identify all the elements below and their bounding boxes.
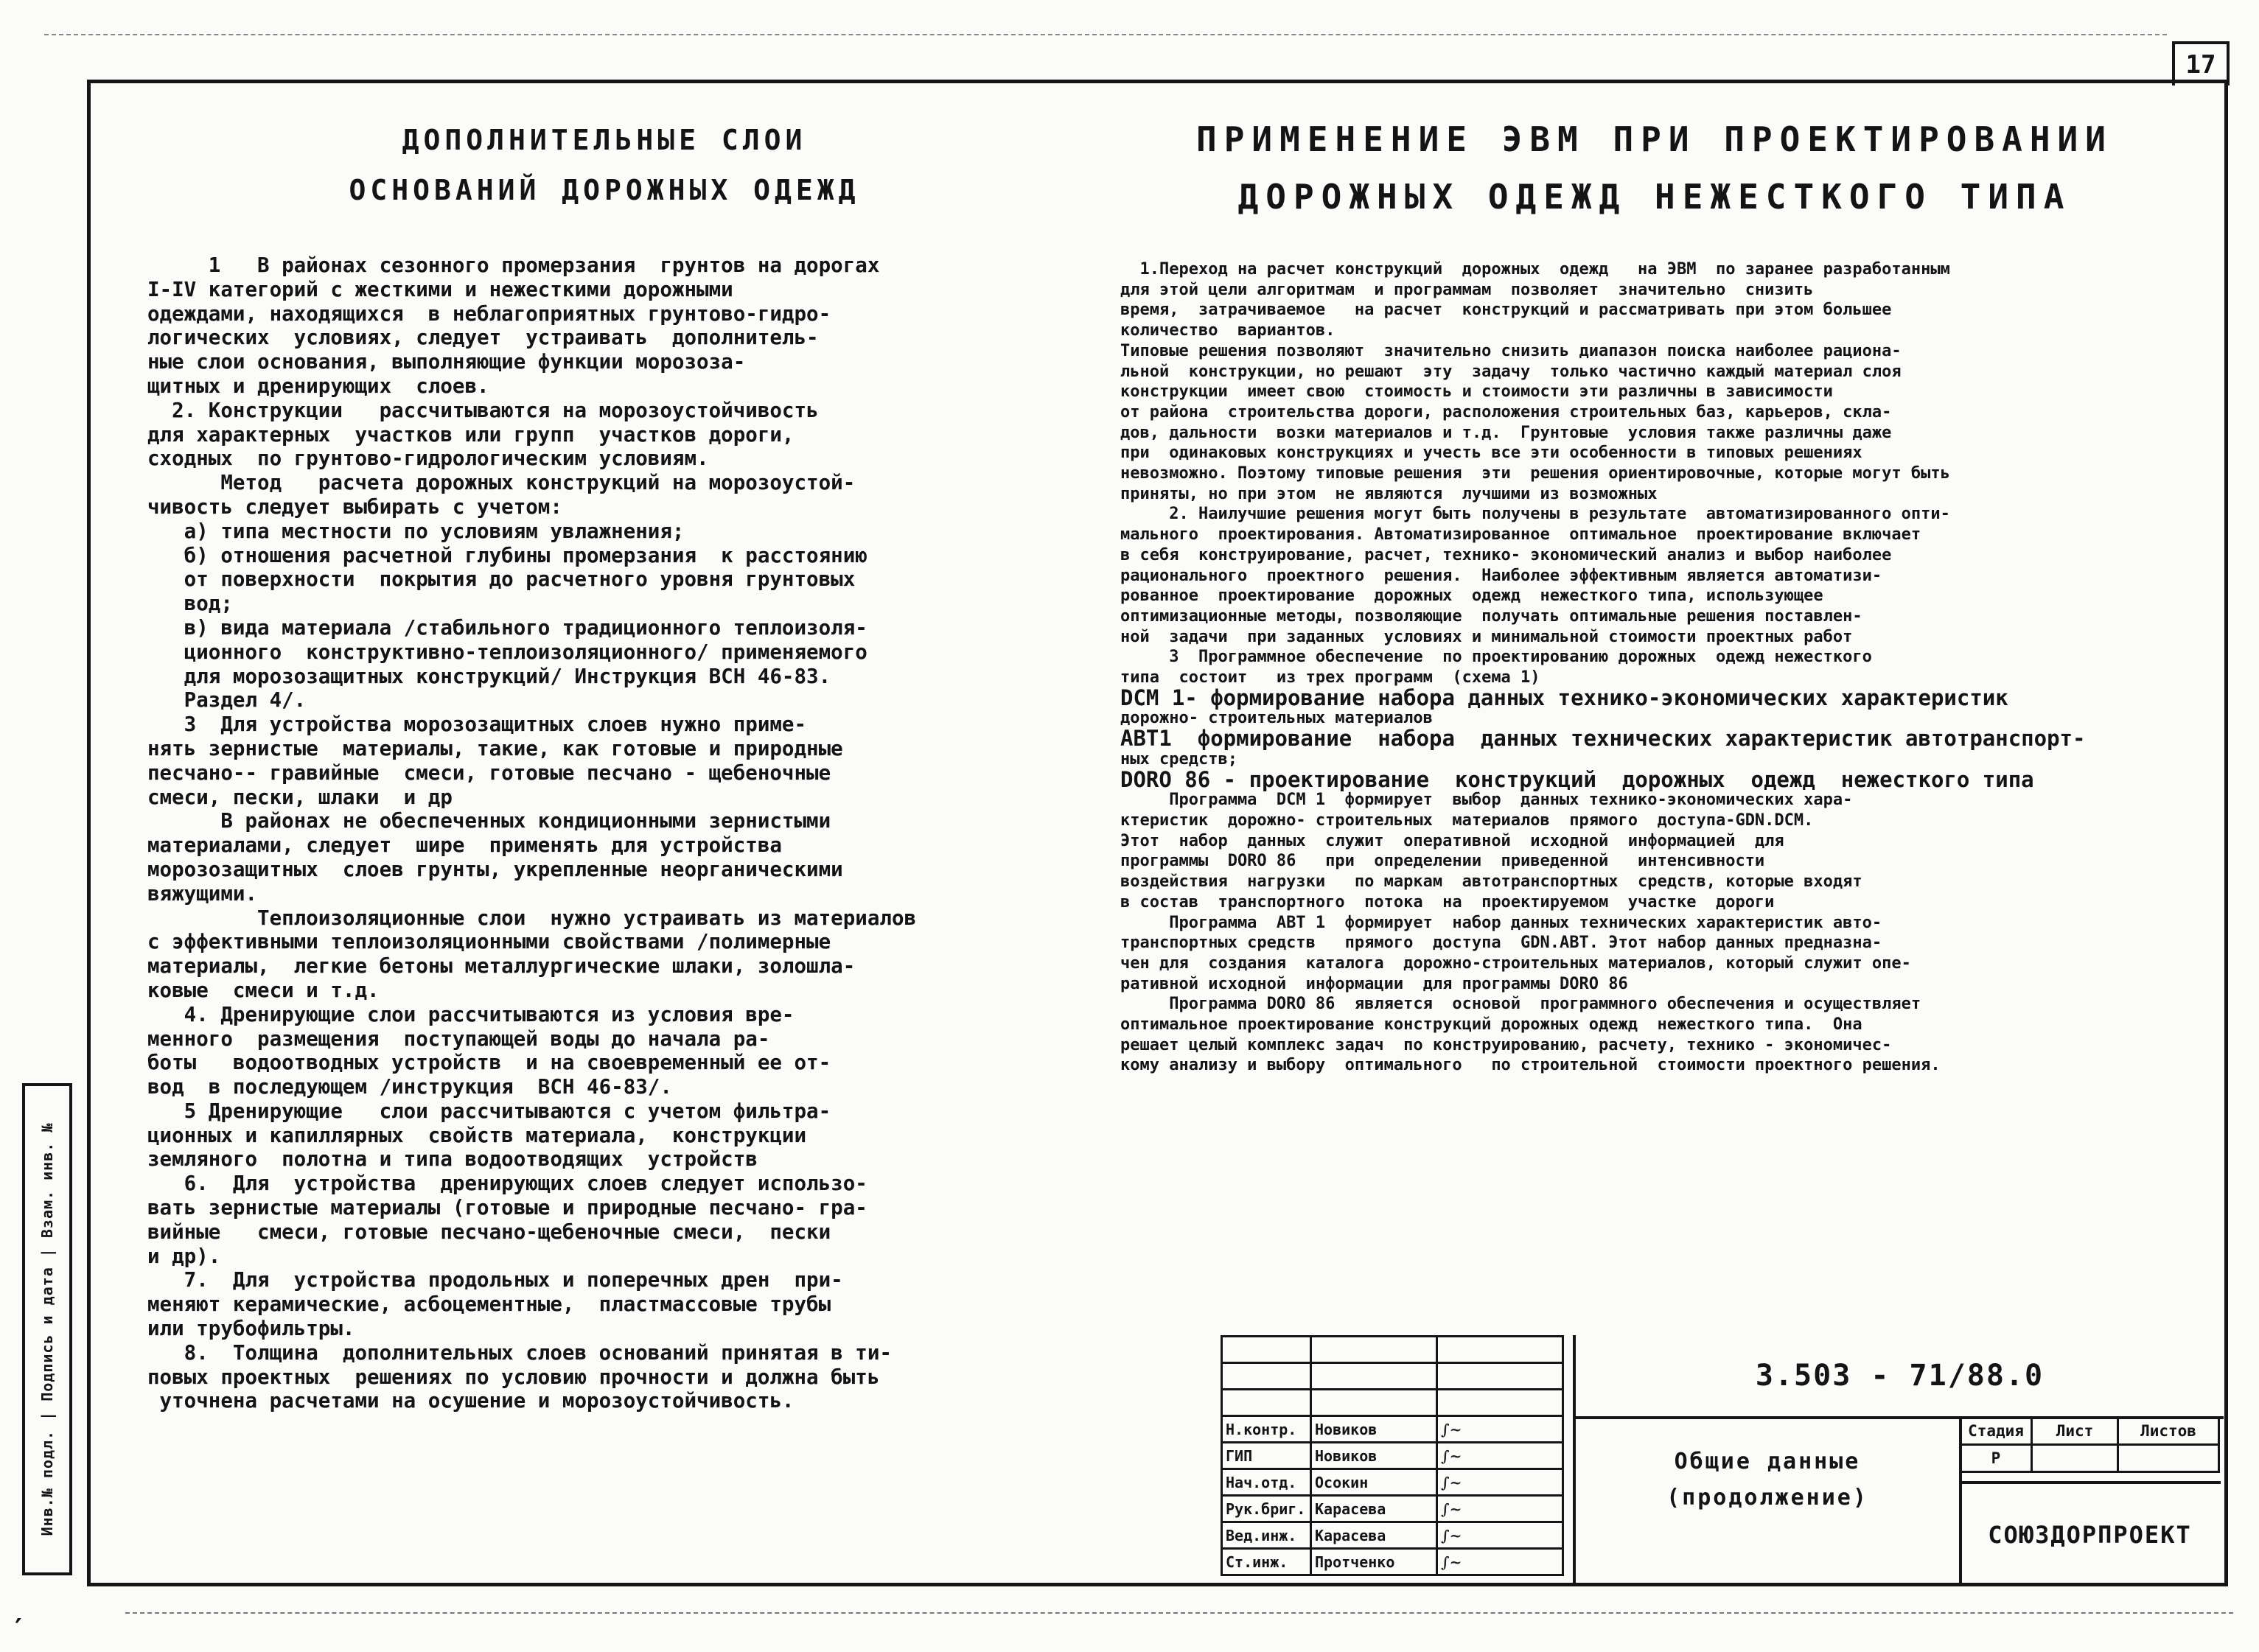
text-line: В районах не обеспеченных кондиционными зернистыми — [147, 809, 831, 833]
text-line: время, затрачиваемое на расчет конструкций и рассматривать при этом большее — [1120, 301, 1892, 320]
signatory-role: ГИП — [1222, 1443, 1311, 1469]
text-line: дов, дальности возки материалов и т.д. Грунтовые условия также различны даже — [1120, 423, 1892, 442]
text-line: DCM 1- формирование набора данных технико-экономических характеристик — [1120, 685, 2008, 710]
sheets-header: Листов — [2118, 1418, 2219, 1445]
text-line: в состав транспортного потока на проектируемом участке дороги — [1120, 892, 1775, 911]
text-line: материалы, легкие бетоны металлургические шлаки, золошла- — [147, 954, 856, 979]
text-line: в себя конструирование, расчет, технико- экономический анализ и выбор наиболее — [1120, 545, 1892, 564]
text-line: приняты, но при этом не являются лучшими из возможных — [1120, 484, 1658, 503]
signatory-role: Рук.бриг. — [1222, 1496, 1311, 1522]
text-line: I-IV категорий с жесткими и нежесткими дорожными — [147, 277, 733, 301]
text-line: дорожно- строительных материалов — [1120, 709, 1433, 728]
text-line: вать зернистые материалы (готовые и природные песчано- гра- — [147, 1196, 867, 1220]
text-line: ABT1 формирование набора данных технических характеристик автотранспорт- — [1120, 726, 2086, 752]
text-line: ной задачи при заданных условиях и минимальной стоимости проектных работ — [1120, 627, 1853, 646]
stage-value: Р — [1961, 1445, 2032, 1472]
text-line: вяжущими. — [147, 881, 258, 906]
text-line: одеждами, находящихся в неблагоприятных грунтово-гидро- — [147, 301, 831, 326]
text-line: сходных по грунтово-гидрологическим условиям. — [147, 447, 709, 471]
right-title-line1: ПРИМЕНЕНИЕ ЭВМ ПРИ ПРОЕКТИРОВАНИИ — [1196, 119, 2113, 159]
title-block — [1221, 1335, 2221, 1583]
signatory-role: Ст.инж. — [1222, 1549, 1311, 1575]
text-line: программы DORO 86 при определении приведенной интенсивности — [1120, 852, 1765, 871]
text-line: Теплоизоляционные слои нужно устраивать из материалов — [147, 906, 917, 930]
text-line: Этот набор данных служит оперативной исходной информацией для — [1120, 831, 1784, 850]
top-cut-line — [44, 34, 2167, 35]
text-line: ционного конструктивно-теплоизоляционного/ применяемого — [147, 640, 867, 664]
left-strip-text: Инв.№ подл. | Подпись и дата | Взам. инв. № — [38, 1122, 56, 1536]
text-line: земляного полотна и типа водоотводящих устройств — [147, 1147, 758, 1172]
stage-sheet-grid — [1959, 1416, 2221, 1473]
signatory-name: Осокин — [1311, 1469, 1437, 1496]
text-line: Типовые решения позволяют значительно снизить диапазон поиска наиболее рациона- — [1120, 341, 1902, 360]
signatory-role: Вед.инж. — [1222, 1522, 1311, 1549]
signature-mark: ∫~ — [1437, 1549, 1563, 1575]
text-line: с эффективными теплоизоляционными свойствами /полимерные — [147, 930, 831, 954]
text-line: чен для создания каталога дорожно-строительных материалов, который служит опе- — [1120, 953, 1911, 973]
text-line: Программа DORO 86 является основой программного обеспечения и осуществляет — [1120, 995, 1921, 1014]
text-line: чивость следует выбирать с учетом: — [147, 494, 562, 519]
document-code: 3.503 - 71/88.0 — [1573, 1335, 2224, 1419]
bottom-cut-line — [125, 1612, 2233, 1614]
text-line: 7. Для устройства продольных и поперечных дрен при- — [147, 1268, 843, 1292]
text-line: Раздел 4/. — [147, 688, 307, 713]
text-line: типа состоит из трех программ (схема 1) — [1120, 668, 1540, 687]
signatory-role: Н.контр. — [1222, 1416, 1311, 1443]
text-line: смеси, пески, шлаки и др — [147, 785, 453, 809]
right-title-line2: ДОРОЖНЫХ ОДЕЖД НЕЖЕСТКОГО ТИПА — [1237, 177, 2072, 217]
text-line: в) вида материала /стабильного традиционного теплоизоля- — [147, 615, 867, 640]
left-title-line2: ОСНОВАНИЙ ДОРОЖНЫХ ОДЕЖД — [349, 174, 860, 206]
signature-row — [1222, 1469, 1563, 1496]
text-line: оптимизационные методы, позволяющие получать оптимальные решения поставлен- — [1120, 606, 1862, 626]
text-line: материалами, следует шире применять для устройства — [147, 833, 782, 858]
corner-mark: ′ — [10, 1614, 27, 1644]
text-line: оптимальное проектирование конструкций дорожных одежд нежесткого типа. Она — [1120, 1015, 1862, 1035]
signatory-name: Новиков — [1311, 1443, 1437, 1469]
text-line: кому анализу и выбору оптимального по строительной стоимости проектного решения. — [1120, 1056, 1941, 1075]
text-line: Программа ABT 1 формирует набор данных технических характеристик авто- — [1120, 913, 1882, 932]
left-approval-strip — [22, 1083, 72, 1575]
text-line: 3 Программное обеспечение по проектированию дорожных одежд нежесткого — [1120, 648, 1872, 667]
text-line: 1 В районах сезонного промерзания грунтов на дорогах — [147, 253, 880, 277]
text-line: для этой цели алгоритмам и программам позволяет значительно снизить — [1120, 280, 1814, 299]
text-line: 2. Наилучшие решения могут быть получены в результате автоматизированного опти- — [1120, 505, 1950, 524]
text-line: невозможно. Поэтому типовые решения эти решения ориентировочные, которые могут быть — [1120, 464, 1950, 483]
text-line: для характерных участков или групп участков дороги, — [147, 422, 795, 447]
signature-row — [1222, 1522, 1563, 1549]
sheet-header: Лист — [2032, 1418, 2118, 1445]
text-line: Метод расчета дорожных конструкций на морозоустой- — [147, 471, 856, 495]
text-line: от поверхности покрытия до расчетного уровня грунтовых — [147, 567, 856, 592]
text-line: 2. Конструкции рассчитываются на морозоустойчивость — [147, 398, 819, 422]
text-line: мального проектирования. Автоматизированное оптимальное проектирование включает — [1120, 525, 1921, 545]
signature-row — [1222, 1443, 1563, 1469]
page-number: 17 — [2172, 41, 2230, 85]
signature-mark: ∫~ — [1437, 1522, 1563, 1549]
text-line: рованное проектирование дорожных одежд нежесткого типа, использующее — [1120, 587, 1823, 606]
signatures-table — [1221, 1335, 1564, 1576]
left-text-column — [147, 253, 1069, 1413]
text-line: от района строительства дороги, расположения строительных баз, карьеров, скла- — [1120, 402, 1892, 421]
text-line: вод; — [147, 592, 233, 616]
text-line: льной конструкции, но решают эту задачу только частично каждый материал слоя — [1120, 362, 1902, 381]
stage-header: Стадия — [1961, 1418, 2032, 1445]
text-line: щитных и дренирующих слоев. — [147, 374, 489, 398]
text-line: 3 Для устройства морозозащитных слоев нужно приме- — [147, 713, 807, 737]
text-line: ктеристик дорожно- строительных материалов прямого доступа-GDN.DCM. — [1120, 811, 1814, 830]
text-line: менного размещения поступающей воды до начала ра- — [147, 1026, 770, 1051]
text-line: 6. Для устройства дренирующих слоев следует использо- — [147, 1172, 867, 1196]
signatory-role: Нач.отд. — [1222, 1469, 1311, 1496]
text-line: логических условиях, следует устраивать дополнитель- — [147, 326, 819, 350]
organization-name: СОЮЗДОРПРОЕКТ — [1959, 1481, 2221, 1586]
text-line: вод в последующем /инструкция ВСН 46-83/. — [147, 1075, 672, 1099]
text-line: уточнена расчетами на осушение и морозоустойчивость. — [147, 1389, 795, 1413]
text-line: 1.Переход на расчет конструкций дорожных одежд на ЭВМ по заранее разработанным — [1120, 260, 1950, 279]
text-line: песчано-- гравийные смеси, готовые песчано - щебеночные — [147, 760, 831, 785]
right-text-column — [1120, 259, 2204, 1076]
text-line: ные слои основания, выполняющие функции морозоза- — [147, 350, 746, 374]
text-line: рационального проектного решения. Наиболее эффективным является автоматизи- — [1120, 566, 1882, 585]
text-line: вийные смеси, готовые песчано-щебеночные смеси, пески — [147, 1219, 831, 1244]
text-line: количество вариантов. — [1120, 321, 1336, 340]
sheet-title-box — [1573, 1416, 1962, 1583]
text-line: ционных и капиллярных свойств материала, конструкции — [147, 1123, 807, 1147]
signature-mark: ∫~ — [1437, 1416, 1563, 1443]
text-line: а) типа местности по условиям увлажнения; — [147, 519, 685, 543]
signature-mark: ∫~ — [1437, 1443, 1563, 1469]
text-line: при одинаковых конструкциях и учесть все эти особенности в типовых решениях — [1120, 444, 1862, 463]
signatory-name: Новиков — [1311, 1416, 1437, 1443]
text-line: Программа DCM 1 формирует выбор данных технико-экономических хара- — [1120, 791, 1853, 810]
text-line: транспортных средств прямого доступа GDN.ABT. Этот набор данных предназна- — [1120, 934, 1882, 953]
signature-mark: ∫~ — [1437, 1496, 1563, 1522]
text-line: меняют керамические, асбоцементные, пластмассовые трубы — [147, 1292, 831, 1317]
text-line: морозозащитных слоев грунты, укрепленные неорганическими — [147, 857, 843, 881]
signatory-name: Протченко — [1311, 1549, 1437, 1575]
text-line: ративной исходной информации для программы DORO 86 — [1120, 974, 1628, 993]
text-line: 5 Дренирующие слои рассчитываются с учетом фильтра- — [147, 1099, 831, 1123]
sheet-title-line1: Общие данные — [1674, 1449, 1861, 1474]
signature-row — [1222, 1549, 1563, 1575]
text-line: для морозозащитных конструкций/ Инструкция ВСН 46-83. — [147, 664, 831, 688]
signature-mark: ∫~ — [1437, 1469, 1563, 1496]
text-line: DORO 86 - проектирование конструкций дорожных одежд нежесткого типа — [1120, 766, 2034, 792]
text-line: и др). — [147, 1244, 221, 1268]
text-line: решает целый комплекс задач по конструированию, расчету, технико - экономичес- — [1120, 1035, 1892, 1054]
signatory-name: Карасева — [1311, 1496, 1437, 1522]
text-line: повых проектных решениях по условию прочности и должна быть — [147, 1365, 880, 1389]
signature-row — [1222, 1416, 1563, 1443]
text-line: ных средств; — [1120, 749, 1237, 769]
signatory-name: Карасева — [1311, 1522, 1437, 1549]
text-line: конструкции имеет свою стоимость и стоимости эти различны в зависимости — [1120, 382, 1833, 402]
signature-row — [1222, 1496, 1563, 1522]
text-line: б) отношения расчетной глубины промерзания к расстоянию — [147, 543, 867, 567]
text-line: нять зернистые материалы, такие, как готовые и природные — [147, 736, 843, 760]
text-line: воздействия нагрузки по маркам автотранспортных средств, которые входят — [1120, 872, 1862, 892]
text-line: боты водоотводных устройств и на своевременный ее от- — [147, 1051, 831, 1075]
sheet-title-line2: (продолжение) — [1666, 1485, 1868, 1511]
text-line: ковые смеси и т.д. — [147, 978, 380, 1002]
text-line: 4. Дренирующие слои рассчитываются из условия вре- — [147, 1002, 795, 1026]
text-line: или трубофильтры. — [147, 1317, 355, 1341]
left-title-line1: ДОПОЛНИТЕЛЬНЫЕ СЛОИ — [402, 124, 807, 156]
text-line: 8. Толщина дополнительных слоев оснований принятая в ти- — [147, 1340, 892, 1365]
